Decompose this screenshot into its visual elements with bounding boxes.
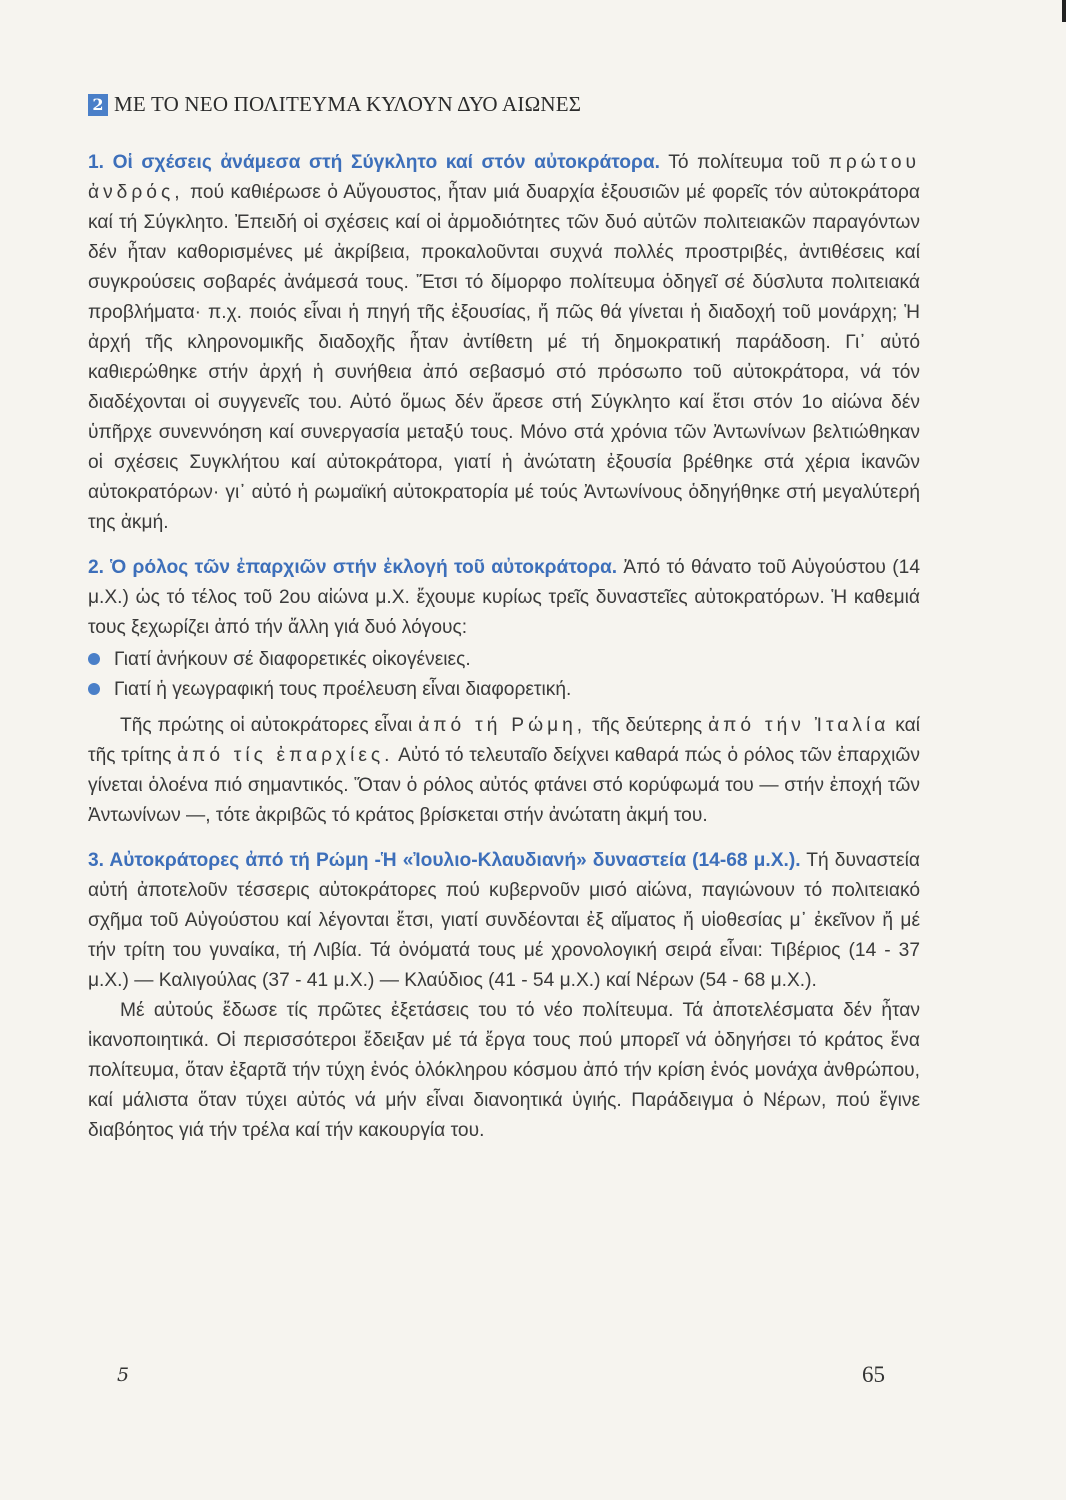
- section-2-p2-text-d: Αὐτό τό τελευταῖο δείχνει καθαρά πώς ὁ ρόλος τῶν ἐπαρχιῶν γίνεται ὁλοένα πιό σημαντικός. Ὅταν ὁ ρόλος αὐτός φτάνει στό κορύφωμά του — στήν ἐποχή τῶν Ἀντωνίνων —, τότε ἀκριβῶς τό κράτος βρίσκεται στήν ἀνώτατη ἀκμή του.: [88, 745, 920, 826]
- section-2-heading: 2. Ὁ ρόλος τῶν ἐπαρχιῶν στήν ἐκλογή τοῦ αὐτοκράτορα.: [88, 557, 618, 578]
- section-2-paragraph: [88, 553, 920, 643]
- list-item: Γιατί ἡ γεωγραφική τους προέλευση εἶναι διαφορετική.: [88, 675, 920, 705]
- section-3-paragraph: [88, 846, 920, 996]
- section-3-paragraph-2: Μέ αὐτούς ἔδωσε τίς πρῶτες ἐξετάσεις του τό νέο πολίτευμα. Τά ἀποτελέσματα δέν ἦταν ἱκανοποιητικά. Οἱ περισσότεροι ἔδειξαν μέ τά ἔργα τους πού μπορεῖ νά ὁδηγήσει τό κράτος ἕνα πολίτευμα, ὅταν ἐξαρτᾶ τήν τύχη ἑνός ὁλόκληρου κόσμου ἀπό τήν κρίση ἑνός μονάχα ἀνθρώπου, καί μάλιστα ὅταν τύχει αὐτός νά μήν εἶναι διανοητικά ὑγιής. Παράδειγμα ὁ Νέρων, πού ἔγινε διαβόητος γιά τήν τρέλα καί τήν κακουργία του.: [88, 1000, 920, 1141]
- page-body: [88, 148, 920, 1146]
- printer-signature: 5: [117, 1364, 130, 1386]
- conjunction: καί: [605, 970, 631, 991]
- chapter-header: [88, 92, 581, 117]
- emperor-nero: Νέρων (54 - 68 μ.Χ.).: [635, 970, 817, 991]
- emperor-tiberius: Τιβέριος (14 - 37 μ.Χ.): [88, 940, 921, 991]
- list-item: Γιατί ἀνήκουν σέ διαφορετικές οἰκογένειες.: [88, 645, 920, 675]
- dash: —: [379, 970, 399, 991]
- section-1-heading: 1. Οἱ σχέσεις ἀνάμεσα στή Σύγκλητο καί στόν αὐτοκράτορα.: [88, 152, 661, 173]
- spaced-term-rome: ἀπό τή Ρώμη,: [418, 715, 587, 736]
- emperor-claudius: Κλαύδιος (41 - 54 μ.Χ.): [404, 970, 601, 991]
- spaced-term-provinces: ἀπό τίς ἐπαρχίες.: [177, 745, 394, 766]
- spaced-term-italy: ἀπό τήν Ἰταλία: [708, 715, 890, 736]
- dash: —: [134, 970, 154, 991]
- section-2-p2-text-b: τῆς δεύτερης: [586, 715, 709, 736]
- section-3-text: Τή δυναστεία αὐτή ἀποτελοῦν τέσσερις αὐτοκράτορες πού κυβερνοῦν μισό αἰώνα, παγιώνουν τό πολιτειακό σχῆμα τοῦ Αὐγούστου καί λέγονται ἔτσι, γιατί συνδέονται ἐξ αἵματος ἤ υἱοθεσίας μ᾽ ἐκεῖνον ἤ μέ τήν τρίτη του γυναίκα, τή Λιβία. Τά ὀνόματά τους μέ χρονολογική σειρά εἶναι:: [88, 850, 920, 961]
- section-3-heading: 3. Αὐτοκράτορες ἀπό τή Ρώμη -Ἡ «Ἰουλιο-Κλαυδιανή» δυναστεία (14-68 μ.Χ.).: [88, 850, 801, 871]
- section-2-p2-text-a: Τῆς πρώτης οἱ αὐτοκράτορες εἶναι: [120, 715, 419, 736]
- section-2-paragraph-2: [88, 711, 920, 831]
- page-number: 65: [862, 1362, 885, 1387]
- section-1-text-b: πού καθιέρωσε ὁ Αὔγουστος, ἦταν μιά δυαρχία ἐξουσιῶν μέ φορεῖς τόν αὐτοκράτορα καί τή Σύγκλητο. Ἐπειδή οἱ σχέσεις καί οἱ ἁρμοδιότητες τῶν δυό αὐτῶν πολιτειακῶν παραγόντων δέν ἦταν καθορισμένες μέ ἀκρίβεια, προκαλοῦνται συχνά πολλές προστριβές, ἀντιθέσεις καί συγκρούσεις σοβαρές ἀνάμεσά τους. Ἔτσι τό δίμορφο πολίτευμα ὁδηγεῖ σέ δύσλυτα πολιτειακά προβλήματα· π.χ. ποιός εἶναι ἡ πηγή τῆς ἐξουσίας, ἤ πῶς θά γίνεται ἡ διαδοχή τοῦ μονάρχη; Ἡ ἀρχή τῆς κληρονομικῆς διαδοχῆς ἦταν ἀντίθετη μέ τή δημοκρατική παράδοση. Γι᾽ αὐτό καθιερώθηκε στήν ἀρχή ἡ συνήθεια ἀπό σεβασμό στό πρόσωπο τοῦ αὐτοκράτορα, νά τόν διαδέχονται οἱ συγγενεῖς του. Αὐτό ὅμως δέν ἄρεσε στή Σύγκλητο καί ἔτσι στόν 1ο αἰώνα δέν ὑπῆρχε συνεννόηση καί συνεργασία μεταξύ τους. Μόνο στά χρόνια τῶν Ἀντωνίνων βελτιώθηκαν οἱ σχέσεις Συγκλήτου καί αὐτοκράτορα, γιατί ἡ ἀνώτατη ἐξουσία βρέθηκε στά χέρια ἱκανῶν αὐτοκρατόρων· γι᾽ αὐτό ἡ ρωμαϊκή αὐτοκρατορία μέ τούς Ἀντωνίνους ὁδηγήθηκε στή μεγαλύτερή της ἀκμή.: [88, 182, 920, 533]
- section-1-paragraph: [88, 148, 920, 538]
- section-2-p2-text-c: καί τῆς τρίτης: [88, 715, 920, 766]
- emperor-caligula: Καλιγούλας (37 - 41 μ.Χ.): [158, 970, 375, 991]
- chapter-number-badge: 2: [88, 94, 108, 116]
- chapter-title: ΜΕ ΤΟ ΝΕΟ ΠΟΛΙΤΕΥΜΑ ΚΥΛΟΥΝ ΔΥΟ ΑΙΩΝΕΣ: [114, 92, 582, 116]
- section-2-text: Ἀπό τό θάνατο τοῦ Αὐγούστου (14 μ.Χ.) ὡς τό τέλος τοῦ 2ου αἰώνα μ.Χ. ἔχουμε κυρίως τρεῖς δυναστεῖες αὐτοκρατόρων. Ἡ καθεμιά τους ξεχωρίζει ἀπό τήν ἄλλη γιά δυό λόγους:: [88, 557, 920, 638]
- section-1-spaced-term: πρώτου ἀνδρός,: [88, 152, 920, 203]
- section-1-text-a: Τό πολίτευμα τοῦ: [660, 152, 829, 173]
- page-edge-mark: [1062, 0, 1066, 22]
- section-2-bullet-list: [88, 645, 920, 705]
